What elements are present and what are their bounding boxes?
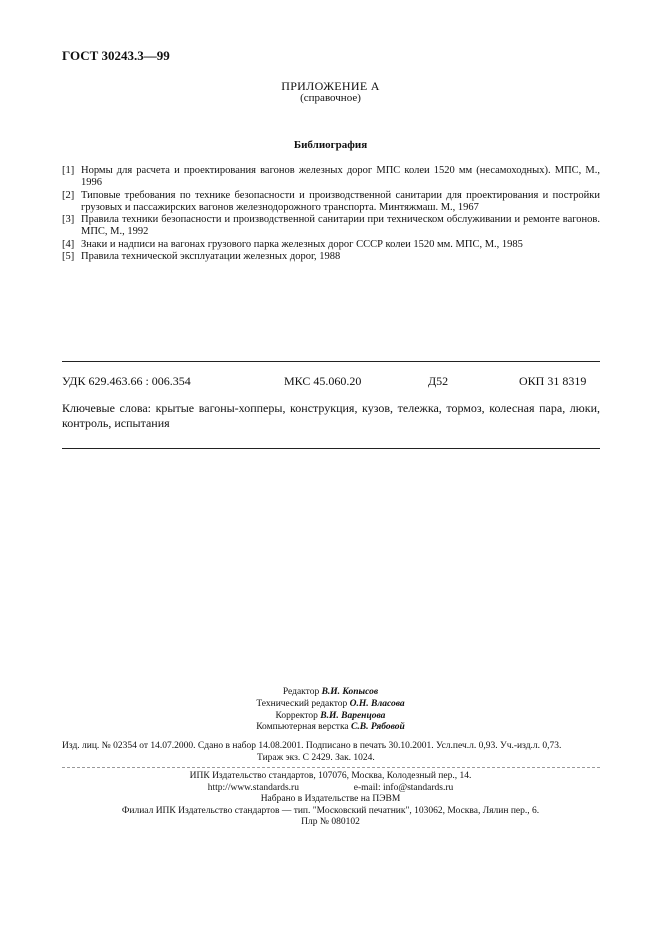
bibliography-item-number: [5] <box>62 251 75 263</box>
credit-name: В.И. Варенцова <box>320 710 386 721</box>
credit-name: В.И. Копысов <box>321 687 379 697</box>
footer-printer: Филиал ИПК Издательство стандартов — тип. "Московский печатник", 103062, Москва, Лялин пер., 6. <box>121 805 540 816</box>
keywords: Ключевые слова: крытые вагоны-хопперы, конструкция, кузов, тележка, тормоз, колесная пара, люки, контроль, испытания <box>62 401 600 430</box>
appendix-title: ПРИЛОЖЕНИЕ А <box>281 79 380 93</box>
bibliography-item-number: [1] <box>62 165 75 176</box>
credit-editor <box>0 687 661 699</box>
bibliography-item <box>62 239 600 251</box>
bibliography-item-number: [2] <box>62 189 75 201</box>
credit-role: Корректор <box>275 710 318 721</box>
bibliography-item <box>62 214 600 239</box>
footer-email: e-mail: info@standards.ru <box>353 782 454 793</box>
dashed-divider <box>62 767 600 768</box>
publisher-footer <box>0 771 661 829</box>
publication-info <box>62 741 600 764</box>
top-divider <box>62 361 600 362</box>
footer-license: Плр № 080102 <box>301 817 360 827</box>
bibliography-item-text: Типовые требования по технике безопасности и производственной санитарии для проектирования и постройки грузовых и пассажирских вагонов железнодорожного транспорта. Минтяжмаш. М., 1967 <box>81 189 600 213</box>
credits-block <box>0 687 661 734</box>
footer-publisher: ИПК Издательство стандартов, 107076, Москва, Колодезный пер., 14. <box>189 771 472 781</box>
credit-corrector <box>0 711 661 723</box>
credit-role: Редактор <box>282 687 320 697</box>
credit-name: О.Н. Власова <box>349 698 405 709</box>
credit-role: Компьютерная верстка <box>256 722 349 733</box>
bibliography-item-text: Правила техники безопасности и производственной санитарии при техническом обслуживании и ремонте вагонов. МПС, М., 1992 <box>81 214 600 238</box>
document-id: ГОСТ 30243.3—99 <box>62 48 170 63</box>
d-code: Д52 <box>428 374 449 388</box>
bibliography-item-number: [4] <box>62 238 75 250</box>
udk-code: УДК 629.463.66 : 006.354 <box>62 374 191 388</box>
credit-role: Технический редактор <box>256 698 348 709</box>
publication-line-1: Изд. лиц. № 02354 от 14.07.2000. Сдано в набор 14.08.2001. Подписано в печать 30.10.2001. Усл.печ.л. 0,93. Уч.-изд.л. 0,73. <box>62 741 562 751</box>
bottom-divider <box>62 448 600 449</box>
footer-typeset: Набрано в Издательстве на ПЭВМ <box>260 794 401 804</box>
mks-code: МКС 45.060.20 <box>284 374 362 388</box>
bibliography-item-text: Знаки и надписи на вагонах грузового парка железных дорог СССР колеи 1520 мм. МПС, М., 1985 <box>81 238 523 250</box>
footer-contacts <box>0 783 661 795</box>
credit-technical-editor <box>0 699 661 711</box>
bibliography-item-text: Правила технической эксплуатации железных дорог, 1988 <box>81 251 341 263</box>
bibliography-list <box>62 165 600 263</box>
publication-line-2: Тираж экз. С 2429. Зак. 1024. <box>257 752 375 763</box>
bibliography-item-number: [3] <box>62 214 75 226</box>
footer-website: http://www.standards.ru <box>207 782 299 793</box>
okp-code: ОКП 31 8319 <box>519 374 587 388</box>
credit-name: С.В. Рябовой <box>351 722 405 733</box>
credit-layout <box>0 722 661 734</box>
bibliography-item <box>62 190 600 215</box>
bibliography-item-text: Нормы для расчета и проектирования вагонов железных дорог МПС колеи 1520 мм (несамоходных). МПС, М., 1996 <box>81 165 600 189</box>
bibliography-item <box>62 251 600 263</box>
bibliography-title: Библиография <box>293 139 368 151</box>
appendix-subtitle: (справочное) <box>300 92 361 104</box>
bibliography-item <box>62 165 600 190</box>
